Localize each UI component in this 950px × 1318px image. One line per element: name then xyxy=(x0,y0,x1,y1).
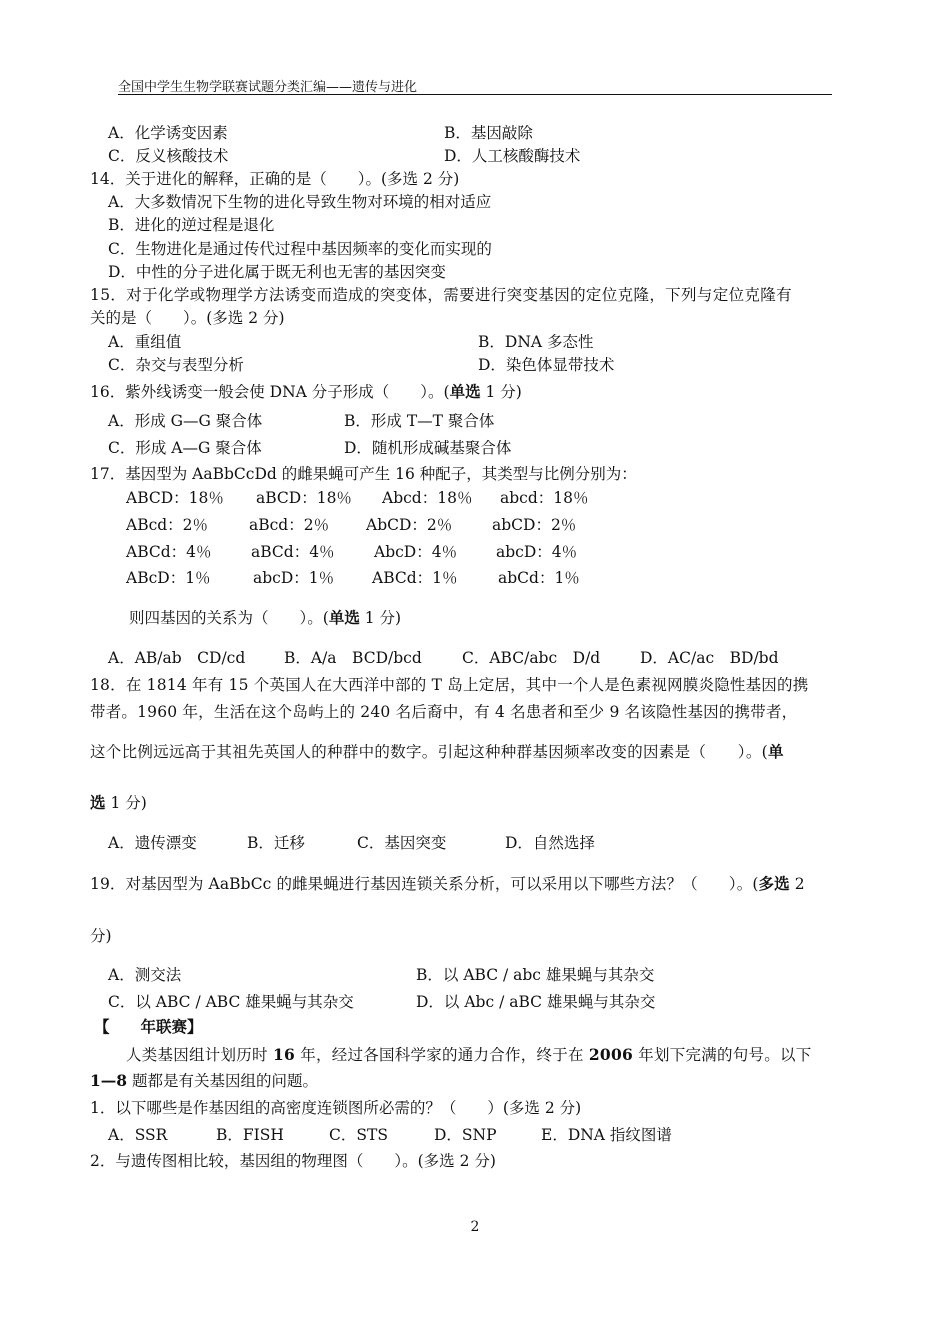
q19-line1-text: 19．对基因型为 AaBbCc 的雌果蝇进行基因连锁关系分析，可以采用以下哪些方法？（ ）。( xyxy=(90,875,759,893)
section-title: 【 年联赛】 xyxy=(94,1017,203,1036)
q19-line1 xyxy=(90,874,805,894)
q19-line1-multi-choice: 多选 xyxy=(758,874,790,893)
q17-gamete: abCD：2％ xyxy=(492,516,577,534)
q17-gamete: Abcd：18％ xyxy=(382,489,473,507)
q14-option-b: B．进化的逆过程是退化 xyxy=(108,216,275,234)
q17-option-d: D．AC/ac BD/bd xyxy=(640,649,779,667)
q17-gamete: ABCd：1％ xyxy=(372,569,458,587)
q17-gamete: aBCD：18％ xyxy=(256,489,352,507)
intro-text-2: 年，经过各国科学家的通力合作，终于在 xyxy=(295,1046,589,1064)
q17-ask-text: 则四基因的关系为（ ）。( xyxy=(129,609,329,627)
q16-stem xyxy=(90,382,522,402)
q17-gamete: AbcD：4％ xyxy=(374,543,458,561)
q19-option-a: A．测交法 xyxy=(108,966,182,984)
q13-option-b: B．基因敲除 xyxy=(444,124,533,142)
intro-text-3: 年划下完满的句号。以下 xyxy=(633,1046,812,1064)
intro-year-2006: 2006 xyxy=(588,1045,634,1064)
intro-text-1: 人类基因组计划历时 xyxy=(126,1046,273,1064)
s2-stem: 2．与遗传图相比较，基因组的物理图（ ）。(多选 2 分) xyxy=(90,1152,496,1170)
s1-stem: 1．以下哪些是作基因组的高密度连锁图所必需的？（ ）(多选 2 分) xyxy=(90,1099,582,1117)
q14-stem: 14．关于进化的解释，正确的是（ ）。(多选 2 分) xyxy=(90,170,460,188)
q15-stem-line1: 15．对于化学或物理学方法诱变而造成的突变体，需要进行突变基因的定位克隆，下列与定位克隆有 xyxy=(90,286,792,304)
q17-ask-single-choice: 单选 xyxy=(328,608,360,627)
q17-gamete: aBCd：4％ xyxy=(251,543,335,561)
section-intro-line1 xyxy=(126,1045,811,1065)
q14-option-d: D．中性的分子进化属于既无利也无害的基因突变 xyxy=(108,263,446,281)
page-number: 2 xyxy=(470,1219,480,1235)
q17-gamete: aBcd：2％ xyxy=(249,516,330,534)
s1-option-a: A．SSR xyxy=(108,1126,168,1144)
q17-gamete: abcD：4％ xyxy=(496,543,578,561)
q19-option-d: D．以 Abc / aBC 雄果蝇与其杂交 xyxy=(416,993,656,1011)
q17-gamete: abcD：1％ xyxy=(253,569,335,587)
q18-line3-single: 单 xyxy=(768,742,784,761)
q17-gamete: abCd：1％ xyxy=(498,569,580,587)
q16-stem-single-choice: 单选 xyxy=(449,382,481,401)
q18-line4-choice: 选 xyxy=(90,793,106,812)
q17-ask-points: 1 分) xyxy=(359,609,402,627)
s1-option-d: D．SNP xyxy=(434,1126,497,1144)
q16-option-a: A．形成 G—G 聚合体 xyxy=(108,412,263,430)
intro-text-4: 题都是有关基因组的问题。 xyxy=(127,1072,319,1090)
q18-option-a: A．遗传漂变 xyxy=(108,834,197,852)
q16-option-c: C．形成 A—G 聚合体 xyxy=(108,439,262,457)
q18-line3 xyxy=(90,742,784,762)
q17-gamete: ABcD：1％ xyxy=(126,569,211,587)
q15-option-a: A．重组值 xyxy=(108,333,182,351)
q13-option-d: D．人工核酸酶技术 xyxy=(444,147,581,165)
q17-stem: 17．基因型为 AaBbCcDd 的雌果蝇可产生 16 种配子，其类型与比例分别为： xyxy=(90,465,637,483)
q18-line4 xyxy=(90,793,147,813)
q17-option-a: A．AB/ab CD/cd xyxy=(108,649,246,667)
s1-option-e: E．DNA 指纹图谱 xyxy=(541,1126,672,1144)
q17-option-c: C．ABC/abc D/d xyxy=(462,649,601,667)
header-rule xyxy=(118,94,832,95)
q17-gamete: ABcd：2％ xyxy=(126,516,209,534)
section-intro-line2 xyxy=(90,1071,318,1091)
q15-option-c: C．杂交与表型分析 xyxy=(108,356,244,374)
s1-option-c: C．STS xyxy=(329,1126,388,1144)
q19-line2: 分) xyxy=(90,927,112,945)
intro-years: 16 xyxy=(272,1045,296,1064)
q18-option-c: C．基因突变 xyxy=(357,834,447,852)
q18-line1: 18．在 1814 年有 15 个英国人在大西洋中部的 T 岛上定居，其中一个人是色素视网膜炎隐性基因的携 xyxy=(90,676,809,694)
q19-option-b: B．以 ABC / abc 雄果蝇与其杂交 xyxy=(416,966,655,984)
q15-option-b: B．DNA 多态性 xyxy=(478,333,594,351)
q19-option-c: C．以 ABC / ABC 雄果蝇与其杂交 xyxy=(108,993,354,1011)
q18-line4-points: 1 分) xyxy=(105,794,147,812)
running-header: 全国中学生生物学联赛试题分类汇编——遗传与进化 xyxy=(118,80,418,95)
q17-gamete: AbCD：2％ xyxy=(366,516,453,534)
q17-gamete: ABCD：18％ xyxy=(126,489,224,507)
intro-range: 1—8 xyxy=(90,1071,128,1090)
q13-option-a: A．化学诱变因素 xyxy=(108,124,228,142)
q14-option-c: C．生物进化是通过传代过程中基因频率的变化而实现的 xyxy=(108,240,492,258)
q17-ask xyxy=(129,608,401,628)
q16-option-d: D．随机形成碱基聚合体 xyxy=(344,439,512,457)
q18-line2: 带者。1960 年，生活在这个岛屿上的 240 名后裔中，有 4 名患者和至少 9 名该隐性基因的携带者， xyxy=(90,703,798,721)
q19-line1-points: 2 xyxy=(789,875,805,893)
q13-option-c: C．反义核酸技术 xyxy=(108,147,229,165)
q18-option-b: B．迁移 xyxy=(247,834,305,852)
q17-option-b: B．A/a BCD/bcd xyxy=(284,649,422,667)
q16-stem-text: 16．紫外线诱变一般会使 DNA 分子形成（ ）。( xyxy=(90,383,450,401)
q16-stem-points: 1 分) xyxy=(480,383,522,401)
q15-option-d: D．染色体显带技术 xyxy=(478,356,615,374)
s1-option-b: B．FISH xyxy=(216,1126,284,1144)
q18-line3-text: 这个比例远远高于其祖先英国人的种群中的数字。引起这种种群基因频率改变的因素是（ ）。( xyxy=(90,743,768,761)
q17-gamete: ABCd：4％ xyxy=(126,543,212,561)
q18-option-d: D．自然选择 xyxy=(505,834,595,852)
q15-stem-line2: 关的是（ ）。(多选 2 分) xyxy=(90,309,285,327)
q14-option-a: A．大多数情况下生物的进化导致生物对环境的相对适应 xyxy=(108,193,492,211)
q17-gamete: abcd：18％ xyxy=(500,489,589,507)
q16-option-b: B．形成 T—T 聚合体 xyxy=(344,412,495,430)
